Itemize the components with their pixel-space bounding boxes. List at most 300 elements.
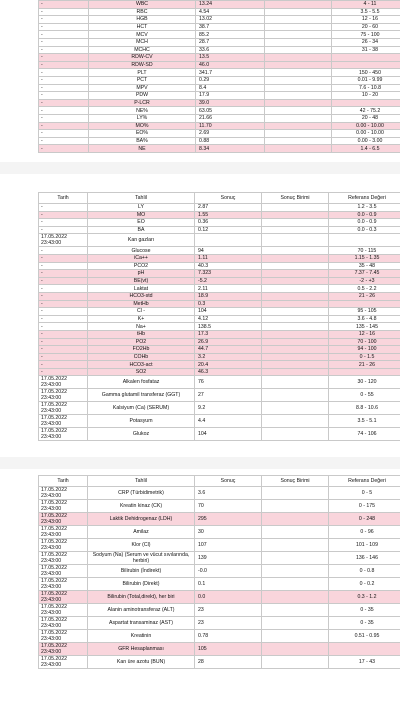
table-row <box>39 219 400 227</box>
table-row <box>39 552 400 565</box>
reference-cell: 0 - 35 <box>329 617 400 630</box>
unit-cell <box>262 500 329 513</box>
date-cell: - <box>39 99 89 107</box>
result-cell: 0.36 <box>195 219 262 227</box>
table-row <box>39 137 400 145</box>
reference-cell: 10 - 20 <box>332 92 400 100</box>
reference-cell: 0.0 - 0.9 <box>329 219 400 227</box>
date-cell: 17.05.2022 23:43:00 <box>39 389 88 402</box>
test-name-cell: Amilaz <box>88 526 195 539</box>
date-cell: - <box>39 219 88 227</box>
unit-cell <box>262 565 329 578</box>
test-name-cell: EO% <box>89 130 196 138</box>
table-row <box>39 247 400 255</box>
test-name-cell: Potasyum <box>88 415 195 428</box>
result-cell: 40.3 <box>195 262 262 270</box>
unit-cell <box>265 92 332 100</box>
date-cell: 17.05.2022 23:43:00 <box>39 630 88 643</box>
table-row <box>39 361 400 369</box>
table-row <box>39 428 400 441</box>
unit-cell <box>262 376 329 389</box>
header-test: Tahlil <box>88 476 195 487</box>
unit-cell <box>262 353 329 361</box>
result-cell: 4.4 <box>195 415 262 428</box>
unit-cell <box>265 31 332 39</box>
unit-cell <box>265 122 332 130</box>
table-row <box>39 107 400 115</box>
result-cell: 4.12 <box>195 315 262 323</box>
reference-cell: 0 - 55 <box>329 389 400 402</box>
date-cell: - <box>39 277 88 285</box>
reference-cell: 17 - 43 <box>329 656 400 669</box>
unit-cell <box>262 428 329 441</box>
test-name-cell: Bilirubin (Total,direkt), her biri <box>88 591 195 604</box>
date-cell: - <box>39 54 89 62</box>
unit-cell <box>262 415 329 428</box>
test-name-cell: P-LCR <box>89 99 196 107</box>
result-cell: -5.2 <box>195 277 262 285</box>
header-date: Tarih <box>39 193 88 204</box>
test-name-cell: Na+ <box>88 323 195 331</box>
test-name-cell: MetHb <box>88 300 195 308</box>
unit-cell <box>262 526 329 539</box>
table-row <box>39 262 400 270</box>
date-cell: - <box>39 211 88 219</box>
test-name-cell: BA <box>88 226 195 234</box>
test-name-cell: Kan üre azotu (BUN) <box>88 656 195 669</box>
unit-cell <box>265 38 332 46</box>
date-cell: 17.05.2022 23:43:00 <box>39 402 88 415</box>
reference-cell: 94 - 100 <box>329 346 400 354</box>
reference-cell: 1.2 - 3.5 <box>329 204 400 212</box>
test-name-cell: K+ <box>88 315 195 323</box>
table-row <box>39 368 400 376</box>
date-cell: 17.05.2022 23:43:00 <box>39 487 88 500</box>
test-name-cell: MCHC <box>89 46 196 54</box>
result-cell: 4.54 <box>196 8 265 16</box>
date-cell: 17.05.2022 23:43:00 <box>39 617 88 630</box>
result-cell: 0.1 <box>195 578 262 591</box>
result-cell: 13.24 <box>196 1 265 9</box>
reference-cell: 101 - 109 <box>329 539 400 552</box>
reference-cell <box>329 234 400 247</box>
result-cell: 8.34 <box>196 145 265 153</box>
reference-cell: 0 - 0.8 <box>329 565 400 578</box>
reference-cell: 0.00 - 10.00 <box>332 130 400 138</box>
test-name-cell: Aspartat transaminaz (AST) <box>88 617 195 630</box>
test-name-cell: HCT <box>89 23 196 31</box>
result-cell: 0.29 <box>196 76 265 84</box>
table-row <box>39 578 400 591</box>
table-row <box>39 114 400 122</box>
date-cell: 17.05.2022 23:43:00 <box>39 565 88 578</box>
table-row <box>39 308 400 316</box>
result-cell: 2.11 <box>195 285 262 293</box>
header-result: Sonuç <box>195 193 262 204</box>
test-name-cell: tHb <box>88 330 195 338</box>
result-cell: 3.6 <box>195 487 262 500</box>
table-row <box>39 285 400 293</box>
date-cell: - <box>39 1 89 9</box>
result-cell: 7.323 <box>195 270 262 278</box>
table-row <box>39 376 400 389</box>
test-name-cell: HCO3-std <box>88 292 195 300</box>
result-cell: 46.3 <box>195 368 262 376</box>
date-cell: - <box>39 38 89 46</box>
date-cell: - <box>39 346 88 354</box>
table-row <box>39 604 400 617</box>
unit-cell <box>262 487 329 500</box>
result-cell: 44.7 <box>195 346 262 354</box>
test-name-cell: COHb <box>88 353 195 361</box>
table-row <box>39 226 400 234</box>
test-name-cell: Alkalen fosfataz <box>88 376 195 389</box>
reference-cell: 0.00 - 10.00 <box>332 122 400 130</box>
table-row <box>39 84 400 92</box>
unit-cell <box>262 262 329 270</box>
result-cell: 28 <box>195 656 262 669</box>
table-row <box>39 526 400 539</box>
test-name-cell: HGB <box>89 16 196 24</box>
test-name-cell: CRP (Türbidimetrik) <box>88 487 195 500</box>
reference-cell <box>332 99 400 107</box>
test-name-cell: LY <box>88 204 195 212</box>
result-cell: 63.05 <box>196 107 265 115</box>
reference-cell: 26 - 34 <box>332 38 400 46</box>
date-cell: - <box>39 308 88 316</box>
test-name-cell: RBC <box>89 8 196 16</box>
reference-cell: 70 - 100 <box>329 338 400 346</box>
reference-cell: 95 - 105 <box>329 308 400 316</box>
test-name-cell: PCO2 <box>88 262 195 270</box>
unit-cell <box>265 114 332 122</box>
test-name-cell: MCV <box>89 31 196 39</box>
table-row <box>39 330 400 338</box>
header-result: Sonuç <box>195 476 262 487</box>
test-name-cell: MPV <box>89 84 196 92</box>
date-cell: - <box>39 46 89 54</box>
reference-cell: 12 - 16 <box>329 330 400 338</box>
result-cell: 17.3 <box>195 330 262 338</box>
test-name-cell: Kreatin kinaz (CK) <box>88 500 195 513</box>
result-cell: 46.0 <box>196 61 265 69</box>
unit-cell <box>265 23 332 31</box>
date-cell: 17.05.2022 23:43:00 <box>39 578 88 591</box>
result-cell: 70 <box>195 500 262 513</box>
unit-cell <box>262 402 329 415</box>
table-row <box>39 1 400 9</box>
date-cell: 17.05.2022 23:43:00 <box>39 234 88 247</box>
reference-cell: 0 - 35 <box>329 604 400 617</box>
result-cell: 341.7 <box>196 69 265 77</box>
result-cell: 2.69 <box>196 130 265 138</box>
reference-cell: 0.3 - 1.2 <box>329 591 400 604</box>
unit-cell <box>262 361 329 369</box>
table-row <box>39 539 400 552</box>
unit-cell <box>262 368 329 376</box>
unit-cell <box>265 107 332 115</box>
reference-cell: 0 - 1.5 <box>329 353 400 361</box>
table-row <box>39 38 400 46</box>
result-cell: 85.2 <box>196 31 265 39</box>
unit-cell <box>265 137 332 145</box>
table-row <box>39 353 400 361</box>
test-name-cell: PO2 <box>88 338 195 346</box>
unit-cell <box>262 346 329 354</box>
date-cell: 17.05.2022 23:43:00 <box>39 500 88 513</box>
date-cell: 17.05.2022 23:43:00 <box>39 643 88 656</box>
test-name-cell: Glucose <box>88 247 195 255</box>
test-name-cell: Klor (Cl) <box>88 539 195 552</box>
result-cell: 0.12 <box>195 226 262 234</box>
unit-cell <box>265 130 332 138</box>
header-reference: Referans Değeri <box>329 193 400 204</box>
date-cell: - <box>39 23 89 31</box>
reference-cell: 0 - 248 <box>329 513 400 526</box>
date-cell: - <box>39 114 89 122</box>
test-name-cell: Kalsiyum (Ca) (SERUM) <box>88 402 195 415</box>
test-name-cell: iCa++ <box>88 254 195 262</box>
date-cell: - <box>39 92 89 100</box>
result-cell: 0.88 <box>196 137 265 145</box>
reference-cell: 0.5 - 2.2 <box>329 285 400 293</box>
result-cell: 17.9 <box>196 92 265 100</box>
reference-cell: 0.00 - 3.00 <box>332 137 400 145</box>
result-cell: 104 <box>195 308 262 316</box>
unit-cell <box>265 1 332 9</box>
table-header-row <box>39 476 400 487</box>
table-row <box>39 23 400 31</box>
date-cell: - <box>39 16 89 24</box>
result-cell: 105 <box>195 643 262 656</box>
result-cell <box>195 234 262 247</box>
table-row <box>39 122 400 130</box>
unit-cell <box>262 247 329 255</box>
test-name-cell: Sodyum (Na) (Serum ve vücut sıvılarında, herbiri) <box>88 552 195 565</box>
test-name-cell: PDW <box>89 92 196 100</box>
test-name-cell: RDW-SD <box>89 61 196 69</box>
date-cell: - <box>39 61 89 69</box>
date-cell: 17.05.2022 23:43:00 <box>39 428 88 441</box>
result-cell: 13.02 <box>196 16 265 24</box>
result-cell: 38.7 <box>196 23 265 31</box>
test-name-cell: MCH <box>89 38 196 46</box>
date-cell: - <box>39 204 88 212</box>
date-cell: - <box>39 84 89 92</box>
test-name-cell: Alanin aminotransferaz (ALT) <box>88 604 195 617</box>
reference-cell: 0 - 96 <box>329 526 400 539</box>
date-cell: - <box>39 292 88 300</box>
page-separator <box>0 162 400 174</box>
date-cell: 17.05.2022 23:43:00 <box>39 526 88 539</box>
table-row <box>39 591 400 604</box>
test-name-cell: NE% <box>89 107 196 115</box>
reference-cell: 0 - 175 <box>329 500 400 513</box>
test-name-cell: Bilirubin (İndirekt) <box>88 565 195 578</box>
date-cell: - <box>39 130 89 138</box>
date-cell: - <box>39 300 88 308</box>
result-cell: 20.4 <box>195 361 262 369</box>
unit-cell <box>265 76 332 84</box>
blood-gas-results-table <box>38 192 400 441</box>
unit-cell <box>262 578 329 591</box>
unit-cell <box>262 513 329 526</box>
date-cell: 17.05.2022 23:43:00 <box>39 552 88 565</box>
result-cell: 0.78 <box>195 630 262 643</box>
unit-cell <box>262 643 329 656</box>
result-cell: 1.11 <box>195 254 262 262</box>
table-row <box>39 234 400 247</box>
result-cell: 0.0 <box>195 591 262 604</box>
test-name-cell: GFR Hesaplanması <box>88 643 195 656</box>
reference-cell: 135 - 145 <box>329 323 400 331</box>
reference-cell: 136 - 146 <box>329 552 400 565</box>
table-row <box>39 643 400 656</box>
table-row <box>39 300 400 308</box>
result-cell: 33.6 <box>196 46 265 54</box>
table-row <box>39 617 400 630</box>
unit-cell <box>265 8 332 16</box>
date-cell: 17.05.2022 23:43:00 <box>39 415 88 428</box>
unit-cell <box>262 300 329 308</box>
result-cell: 9.2 <box>195 402 262 415</box>
test-name-cell: HCO3-act <box>88 361 195 369</box>
table-row <box>39 270 400 278</box>
reference-cell: 20 - 60 <box>332 23 400 31</box>
unit-cell <box>262 226 329 234</box>
table-row <box>39 402 400 415</box>
result-cell: -0.0 <box>195 565 262 578</box>
result-cell: 139 <box>195 552 262 565</box>
table-row <box>39 292 400 300</box>
reference-cell: 74 - 106 <box>329 428 400 441</box>
date-cell: 17.05.2022 23:43:00 <box>39 376 88 389</box>
date-cell: - <box>39 285 88 293</box>
table-row <box>39 61 400 69</box>
test-name-cell: EO <box>88 219 195 227</box>
test-name-cell: Cl - <box>88 308 195 316</box>
date-cell: - <box>39 31 89 39</box>
result-cell: 28.7 <box>196 38 265 46</box>
unit-cell <box>262 285 329 293</box>
test-name-cell: RDW-CV <box>89 54 196 62</box>
unit-cell <box>262 630 329 643</box>
test-name-cell: BA% <box>89 137 196 145</box>
result-cell: 0.3 <box>195 300 262 308</box>
test-name-cell: NE <box>89 145 196 153</box>
header-date: Tarih <box>39 476 88 487</box>
reference-cell: 1.4 - 6.5 <box>332 145 400 153</box>
reference-cell: -2 - +3 <box>329 277 400 285</box>
table-row <box>39 92 400 100</box>
table-row <box>39 130 400 138</box>
result-cell: 13.5 <box>196 54 265 62</box>
date-cell: - <box>39 107 89 115</box>
table-row <box>39 630 400 643</box>
unit-cell <box>262 219 329 227</box>
date-cell: 17.05.2022 23:43:00 <box>39 591 88 604</box>
unit-cell <box>262 591 329 604</box>
unit-cell <box>265 69 332 77</box>
unit-cell <box>262 539 329 552</box>
unit-cell <box>262 292 329 300</box>
test-name-cell: PCT <box>89 76 196 84</box>
test-name-cell: MO <box>88 211 195 219</box>
test-name-cell: pH <box>88 270 195 278</box>
unit-cell <box>262 204 329 212</box>
date-cell: - <box>39 76 89 84</box>
table-row <box>39 76 400 84</box>
table-row <box>39 211 400 219</box>
reference-cell: 30 - 120 <box>329 376 400 389</box>
test-name-cell: Kan gazları <box>88 234 195 247</box>
reference-cell: 31 - 38 <box>332 46 400 54</box>
reference-cell: 35 - 48 <box>329 262 400 270</box>
table-row <box>39 415 400 428</box>
unit-cell <box>262 323 329 331</box>
unit-cell <box>265 16 332 24</box>
reference-cell: 7.37 - 7.45 <box>329 270 400 278</box>
unit-cell <box>262 604 329 617</box>
date-cell: - <box>39 137 89 145</box>
date-cell: 17.05.2022 23:43:00 <box>39 656 88 669</box>
table-row <box>39 31 400 39</box>
result-cell: 3.2 <box>195 353 262 361</box>
reference-cell: 20 - 48 <box>332 114 400 122</box>
unit-cell <box>262 617 329 630</box>
reference-cell: 0.0 - 0.9 <box>329 211 400 219</box>
test-name-cell: LY% <box>89 114 196 122</box>
table-row <box>39 315 400 323</box>
date-cell: - <box>39 338 88 346</box>
date-cell: - <box>39 145 89 153</box>
reference-cell <box>329 368 400 376</box>
table-row <box>39 500 400 513</box>
unit-cell <box>262 656 329 669</box>
unit-cell <box>262 389 329 402</box>
test-name-cell: FO2Hb <box>88 346 195 354</box>
reference-cell <box>332 54 400 62</box>
date-cell: 17.05.2022 23:43:00 <box>39 539 88 552</box>
unit-cell <box>262 234 329 247</box>
table-row <box>39 277 400 285</box>
result-cell: 107 <box>195 539 262 552</box>
date-cell: - <box>39 361 88 369</box>
reference-cell: 4 - 11 <box>332 1 400 9</box>
table-row <box>39 16 400 24</box>
test-name-cell: BE(vt) <box>88 277 195 285</box>
unit-cell <box>262 315 329 323</box>
test-name-cell: WBC <box>89 1 196 9</box>
reference-cell: 8.8 - 10.6 <box>329 402 400 415</box>
table-row <box>39 346 400 354</box>
header-unit: Sonuç Birimi <box>262 193 329 204</box>
test-name-cell: Glukoz <box>88 428 195 441</box>
table-row <box>39 323 400 331</box>
reference-cell: 3.5 - 5.5 <box>332 8 400 16</box>
date-cell: - <box>39 262 88 270</box>
result-cell: 295 <box>195 513 262 526</box>
test-name-cell: SO2 <box>88 368 195 376</box>
date-cell: - <box>39 270 88 278</box>
table-row <box>39 513 400 526</box>
table-row <box>39 46 400 54</box>
result-cell: 30 <box>195 526 262 539</box>
result-cell: 2.87 <box>195 204 262 212</box>
table-row <box>39 338 400 346</box>
date-cell: - <box>39 122 89 130</box>
result-cell: 1.55 <box>195 211 262 219</box>
